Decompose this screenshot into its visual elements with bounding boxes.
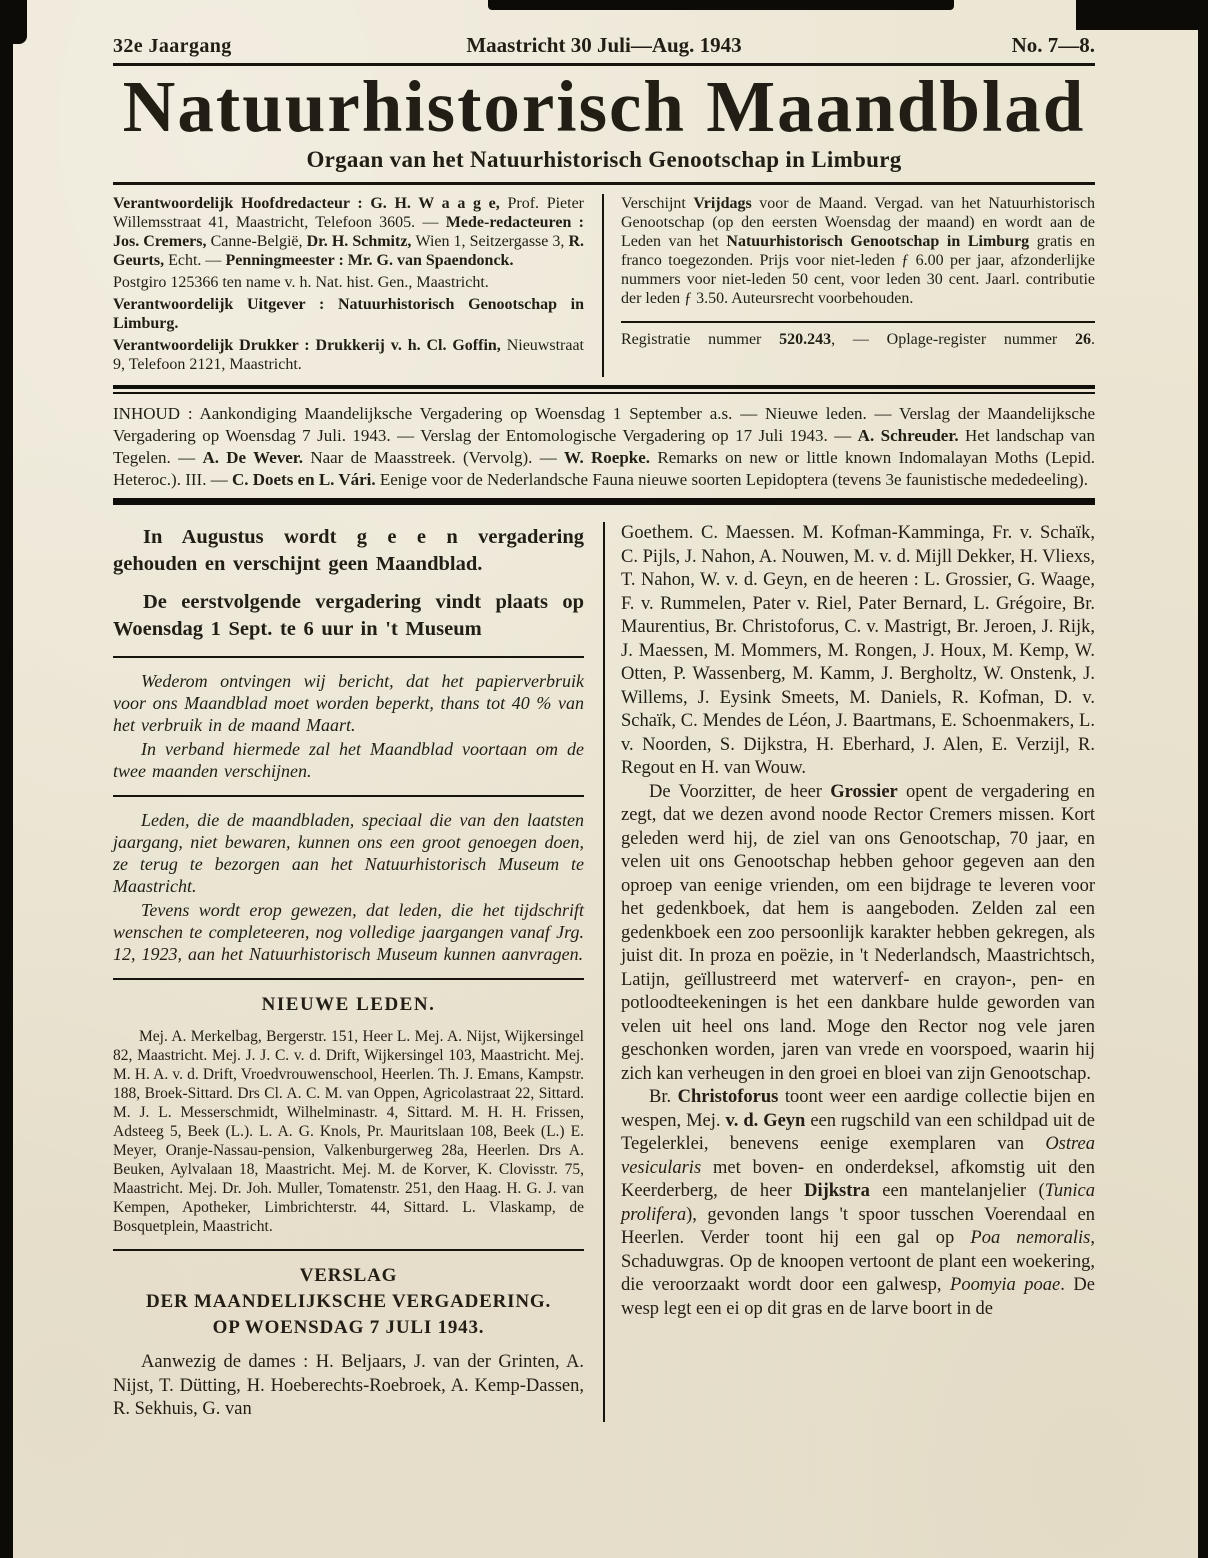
colophon-postgiro: Postgiro 125366 ten name v. h. Nat. hist. Gen., Maastricht. bbox=[113, 274, 489, 292]
colophon-editors: Verantwoordelijk Hoofdredacteur : G. H. W a a g e, Prof. Pieter Willemsstraat 41, Maastricht, Telefoon 3605. — Mede-redacteuren : Jos. Cremers, Canne-België, Dr. H. Schmitz, Wien 1, Seitzergasse 3, R. Geurts, Echt. — Penningmeester : Mr. G. van Spaendonck. bbox=[113, 195, 585, 270]
return-issues-notice-2: Tevens wordt erop gewezen, dat leden, die het tijdschrift wenschen te completeeren, nog volledige jaargangen vanaf Jrg. 12, 1923, aan het Natuurhistorisch Museum kunnen aanvragen. bbox=[113, 900, 584, 965]
colophon-column-divider bbox=[602, 194, 604, 377]
scan-artifact-top-right-corner bbox=[1076, 0, 1208, 30]
report-heading-line3: OP WOENSDAG 7 JULI 1943. bbox=[212, 1317, 485, 1339]
article-body bbox=[113, 522, 1095, 1422]
body-column-divider bbox=[603, 522, 605, 1422]
new-members-list: Mej. A. Merkelbag, Bergerstr. 151, Heer L. Mej. A. Nijst, Wijkersingel 82, Maastricht. Mej. J. J. C. v. d. Drift, Wijkersingel 103, Maastricht. Mej. M. H. A. v. d. Drift, Vroedvrouwenschool, Heerlen. Th. J. Emans, Kampstr. 188, Broek-Sittard. Drs Cl. A. C. M. van Oppen, Agricolastraat 22, Sittard. M. J. L. Messerschmidt, Wilhelminastr. 4, Sittard. M. H. H. Frissen, Adsteeg 5, Beek (L.). L. A. G. Knols, Pr. Mauritslaan 108, Beek (L.) E. Meyer, Oranje-Nassau-pension, Valkenburgerweg 28a, Heerlen. Drs A. Beuken, Aylvalaan 18, Maastricht. Mej. M. de Korver, K. Clovisstr. 75, Maastricht. Mej. Dr. Joh. Muller, Tomatenstr. 251, den Haag. H. G. J. van Kempen, Apotheker, Limbrichterstr. 44, Sittard. L. Vlaskamp, de Bosquetplein, Maastricht. bbox=[113, 1028, 584, 1236]
chairman-paragraph: De Voorzitter, de heer Grossier opent de vergadering en zegt, dat we dezen avond noode Rector Cremers missen. Kort geleden werd hij, de ziel van ons Genootschap, 70 jaar, en velen uit ons Genootschap hebben gehoor gegeven aan den oproep van eenige vrienden, om een bijdrage te leveren voor het gedenkboek, dat hem is aangeboden. Zelden zal een gedenkboek een zoo persoonlijk karakter hebben gekregen, als juist dit. In proza en poëzie, in 't Nederlandsch, Maastrichtsch, Latijn, geïllustreerd met waterverf- en crayon-, pen- en potloodteekeningen is het een dankbare hulde geworden van velen uit heel ons land. Moge den Rector nog vele jaren geschonken worden, jaren van vrede en voorspoed, waarin hij zich kan verheugen in den groei en bloei van zijn Genootschap. bbox=[621, 781, 1095, 1084]
issue-date: Maastricht 30 Juli—Aug. 1943 bbox=[466, 33, 742, 57]
journal-subtitle: Orgaan van het Natuurhistorisch Genootschap in Limburg bbox=[306, 147, 902, 173]
colophon-printer: Verantwoordelijk Drukker : Drukkerij v. h. Cl. Goffin, Nieuwstraat 9, Telefoon 2121, Maastricht. bbox=[113, 337, 584, 374]
announcement-next-meeting: De eerstvolgende vergadering vindt plaats op Woensdag 1 Sept. te 6 uur in 't Museum bbox=[113, 591, 584, 641]
column-rule-1 bbox=[113, 656, 584, 658]
announcement-no-meeting: In Augustus wordt g e e n vergadering gehouden en verschijnt geen Maandblad. bbox=[113, 526, 584, 576]
colophon-publisher: Verantwoordelijk Uitgever : Natuurhistorisch Genootschap in Limburg. bbox=[113, 296, 584, 333]
scan-artifact-top-left-corner bbox=[0, 0, 27, 44]
new-members-heading: NIEUWE LEDEN. bbox=[261, 994, 436, 1016]
journal-title: Natuurhistorisch Maandblad bbox=[122, 66, 1086, 147]
paper-restriction-notice-1: Wederom ontvingen wij bericht, dat het papierverbruik voor ons Maandblad moet worden beperkt, thans tot 40 % van het verbruik in de maand Maart. bbox=[113, 671, 584, 736]
colophon-editorial-block bbox=[113, 194, 584, 377]
page-content bbox=[113, 0, 1095, 1422]
right-column bbox=[621, 522, 1095, 1422]
heavy-section-rule bbox=[113, 498, 1095, 505]
report-heading bbox=[113, 1263, 584, 1341]
report-heading-line2: DER MAANDELIJKSCHE VERGADERING. bbox=[145, 1291, 552, 1313]
colophon bbox=[113, 185, 1095, 385]
attendees-paragraph-start: Aanwezig de dames : H. Beljaars, J. van der Grinten, A. Nijst, T. Dütting, H. Hoeberechts-Roebroek, A. Kemp-Dassen, R. Sekhuis, G. van bbox=[113, 1352, 584, 1420]
table-of-contents: INHOUD : Aankondiging Maandelijksche Vergadering op Woensdag 1 September a.s. — Nieuwe leden. — Verslag der Maandelijksche Vergadering op Woensdag 7 Juli. 1943. — Verslag der Entomologische Vergadering op 17 Juli 1943. — A. Schreuder. Het landschap van Tegelen. — A. De Wever. Naar de Maasstreek. (Vervolg). — W. Roepke. Remarks on new or little known Indomalayan Moths (Lepid. Heteroc.). III. — C. Doets en L. Vári. Eenige voor de Nederlandsche Fauna nieuwe soorten Lepidoptera (tevens 3e faunistische mededeeling). bbox=[113, 404, 1095, 490]
registration-rule bbox=[621, 321, 1095, 323]
publication-info: Verschijnt Vrijdags voor de Maand. Vergad. van het Natuurhistorisch Genootschap (op den eersten Woensdag der maand) en wordt aan de Leden van het Natuurhistorisch Genootschap in Limburg gratis en franco toegezonden. Prijs voor niet-leden ƒ 6.00 per jaar, afzonderlijke nummers voor niet-leden 50 cent, voor leden 30 cent. Jaarl. contributie der leden ƒ 3.50. Auteursrecht voorbehouden. bbox=[621, 195, 1096, 308]
column-rule-3 bbox=[113, 978, 584, 980]
report-heading-line1: VERSLAG bbox=[299, 1265, 398, 1287]
column-rule-2 bbox=[113, 795, 584, 797]
attendees-paragraph-continued: Goethem. C. Maessen. M. Kofman-Kamminga, Fr. v. Schaïk, C. Pijls, J. Nahon, A. Nouwen, M. v. d. Mijll Dekker, H. Vliexs, T. Nahon, W. v. d. Geyn, en de heeren : L. Grossier, G. Waage, F. v. Rummelen, Pater v. Riel, Pater Bernard, L. Grégoire, Br. Maurentius, Br. Christoforus, C. v. Mastrigt, Br. Jeroen, J. Rijk, J. Maessen, M. Mommers, M. Rongen, J. Houx, M. Kemp, W. Otten, P. Wassenberg, M. Kamm, J. Bergholtz, W. Onstenk, J. Willems, J. Eysink Smeets, M. Daniels, R. Kofman, D. v. Schaïk, C. Mendes de Léon, J. Baartmans, E. Schoenmakers, L. v. Noorden, S. Dijkstra, H. Eberhard, J. Alen, E. Verzijl, R. Regout en H. van Wouw. bbox=[621, 523, 1095, 779]
registration-line: Registratie nummer 520.243, — Oplage-register nummer 26. bbox=[621, 331, 1096, 349]
issue-number: No. 7—8. bbox=[1011, 33, 1096, 57]
paper-restriction-notice-2: In verband hiermede zal het Maandblad voortaan om de twee maanden verschijnen. bbox=[113, 739, 584, 782]
exhibits-paragraph: Br. Christoforus toont weer een aardige collectie bijen en wespen, Mej. v. d. Geyn een rugschild van een schildpad uit de Tegelerklei, benevens eenige exemplaren van Ostrea vesicularis met boven- en onderdeksel, afkomstig uit den Keerderberg, de heer Dijkstra een mantelanjelier (Tunica prolifera), gevonden langs 't spoor tusschen Voerendaal en Heerlen. Verder toont hij een gal op Poa nemoralis, Schaduwgras. Op de knoopen vertoont de plant een woekering, die veroorzaakt wordt door een galwesp, Poomyia poae. De wesp legt een ei op dit gras en de larve boort in de bbox=[621, 1087, 1096, 1319]
issue-header-row bbox=[113, 0, 1095, 58]
colophon-publication-block bbox=[621, 194, 1095, 377]
scan-artifact-right-edge bbox=[1198, 0, 1208, 1558]
section-double-rule bbox=[113, 385, 1095, 394]
return-issues-notice-1: Leden, die de maandbladen, speciaal die van den laatsten jaargang, niet bewaren, kunnen ons een groot genoegen doen, ze terug te bezorgen aan het Natuurhistorisch Museum te Maastricht. bbox=[113, 810, 584, 897]
scan-artifact-left-edge bbox=[0, 0, 13, 1558]
left-column bbox=[113, 522, 584, 1422]
volume-label: 32e Jaargang bbox=[113, 35, 232, 57]
column-rule-4 bbox=[113, 1249, 584, 1251]
